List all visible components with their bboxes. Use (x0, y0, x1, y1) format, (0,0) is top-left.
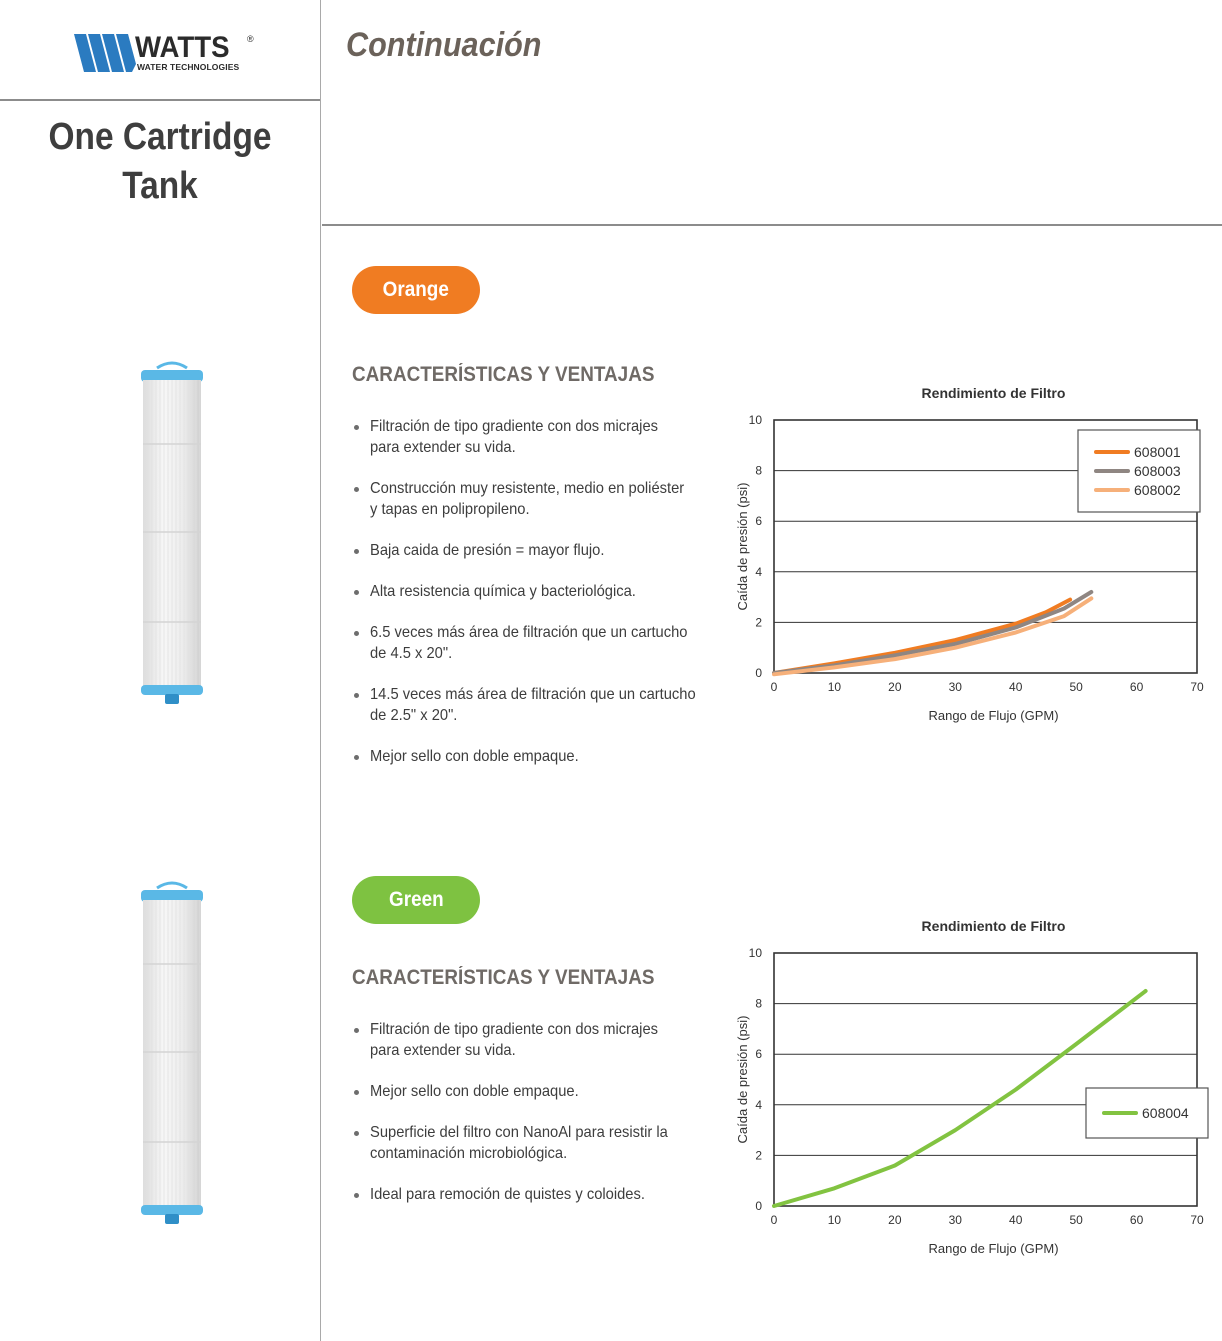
x-tick-label: 40 (1009, 680, 1023, 694)
x-axis-label: Rango de Flujo (GPM) (928, 1241, 1059, 1256)
product-title-line-1: One Cartridge (48, 116, 272, 158)
logo-wordmark: WATTS (135, 31, 230, 64)
x-tick-label: 30 (948, 680, 962, 694)
features-heading-green: CARACTERÍSTICAS Y VENTAJAS (352, 966, 655, 989)
filter-performance-chart-orange (730, 380, 1222, 740)
orange-series-badge: Orange (352, 266, 480, 314)
feature-item (352, 684, 752, 726)
legend-label: 608003 (1134, 463, 1181, 479)
legend-label: 608004 (1142, 1105, 1189, 1121)
product-title (19, 113, 301, 211)
x-tick-label: 0 (770, 680, 778, 694)
x-tick-label: 20 (888, 680, 902, 694)
green-series-badge: Green (352, 876, 480, 924)
header-rule (322, 224, 1222, 226)
y-tick-label: 8 (755, 996, 762, 1011)
feature-list-orange (352, 416, 752, 787)
features-heading-orange: CARACTERÍSTICAS Y VENTAJAS (352, 363, 655, 386)
x-tick-label: 10 (827, 680, 842, 694)
feature-text-line: de 2.5" x 20". (370, 707, 458, 724)
logo-registered-mark: ® (247, 34, 254, 44)
feature-item (352, 1184, 752, 1205)
chart-svg (730, 913, 1222, 1273)
y-tick-label: 6 (755, 1047, 762, 1062)
x-tick-label: 70 (1190, 1213, 1204, 1227)
x-tick-label: 50 (1069, 680, 1083, 694)
y-tick-label: 2 (755, 1148, 762, 1163)
feature-list-green (352, 1019, 752, 1225)
chart-title: Rendimiento de Filtro (921, 385, 1066, 401)
feature-text-line: contaminación microbiológica. (370, 1145, 568, 1162)
cartridge-image-green (127, 880, 217, 1240)
chart-svg (730, 380, 1222, 740)
page-title: Continuación (346, 26, 542, 64)
y-tick-label: 10 (748, 413, 762, 427)
y-tick-label: 0 (755, 666, 762, 680)
x-tick-label: 50 (1069, 1213, 1083, 1227)
feature-item (352, 1081, 752, 1102)
feature-item (352, 1019, 752, 1061)
x-tick-label: 30 (948, 1213, 962, 1227)
product-title-line-2: Tank (122, 165, 198, 207)
x-axis-label: Rango de Flujo (GPM) (928, 708, 1059, 723)
feature-text-line: 14.5 veces más área de filtración que un cartucho (370, 686, 696, 703)
feature-text-line: Filtración de tipo gradiente con dos micrajes (370, 418, 659, 435)
y-tick-label: 2 (755, 615, 762, 630)
x-tick-label: 0 (770, 1213, 778, 1227)
feature-item (352, 581, 752, 602)
y-tick-label: 6 (755, 514, 762, 529)
x-tick-label: 60 (1129, 680, 1144, 694)
y-axis-label: Caída de presión (psi) (735, 482, 750, 611)
sidebar-divider (320, 0, 321, 1341)
series-line-608003 (774, 592, 1091, 673)
x-tick-label: 10 (827, 1213, 842, 1227)
feature-text-line: para extender su vida. (370, 439, 516, 456)
watts-logo (74, 31, 264, 74)
feature-item (352, 746, 752, 767)
y-tick-label: 10 (748, 946, 762, 960)
feature-text-line: Superficie del filtro con NanoAl para resistir la (370, 1124, 668, 1141)
x-tick-label: 60 (1129, 1213, 1144, 1227)
feature-text-line: Ideal para remoción de quistes y coloides. (370, 1186, 645, 1203)
feature-text-line: 6.5 veces más área de filtración que un cartucho (370, 624, 688, 641)
plot-frame (774, 953, 1197, 1206)
sidebar-header-rule (0, 99, 320, 101)
logo-tagline: WATER TECHNOLOGIES (137, 62, 240, 72)
cartridge-image-orange (127, 360, 217, 720)
watts-logo-mark-icon (74, 34, 136, 72)
feature-text-line: Construcción muy resistente, medio en poliéster (370, 480, 685, 497)
feature-item (352, 540, 752, 561)
chart-title: Rendimiento de Filtro (921, 918, 1066, 934)
x-tick-label: 20 (888, 1213, 902, 1227)
feature-text-line: de 4.5 x 20". (370, 645, 453, 662)
y-axis-label: Caída de presión (psi) (735, 1015, 750, 1144)
x-tick-label: 70 (1190, 680, 1204, 694)
feature-text-line: Filtración de tipo gradiente con dos micrajes (370, 1021, 659, 1038)
filter-performance-chart-green (730, 913, 1222, 1273)
legend-label: 608001 (1134, 444, 1181, 460)
y-tick-label: 4 (755, 564, 762, 579)
feature-text-line: y tapas en polipropileno. (370, 501, 530, 518)
feature-text-line: Mejor sello con doble empaque. (370, 1083, 579, 1100)
feature-text-line: para extender su vida. (370, 1042, 516, 1059)
series-line-608002 (774, 598, 1091, 674)
y-tick-label: 8 (755, 463, 762, 478)
series-line-608001 (774, 600, 1070, 673)
legend-label: 608002 (1134, 482, 1181, 498)
feature-text-line: Alta resistencia química y bacteriológica. (370, 583, 636, 600)
feature-item (352, 622, 752, 664)
x-tick-label: 40 (1009, 1213, 1023, 1227)
feature-item (352, 478, 752, 520)
feature-item (352, 416, 752, 458)
y-tick-label: 0 (755, 1199, 762, 1213)
feature-item (352, 1122, 752, 1164)
feature-text-line: Baja caida de presión = mayor flujo. (370, 542, 605, 559)
y-tick-label: 4 (755, 1097, 762, 1112)
feature-text-line: Mejor sello con doble empaque. (370, 748, 579, 765)
